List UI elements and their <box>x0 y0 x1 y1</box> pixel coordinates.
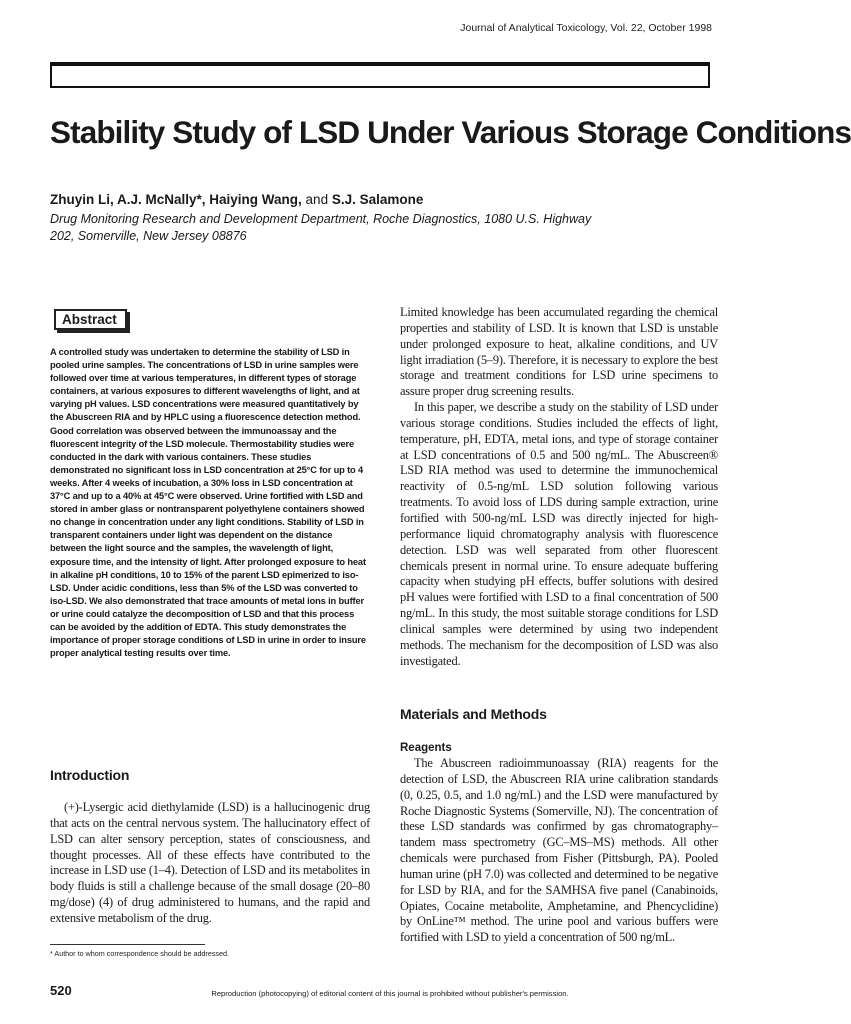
author-name-last: S.J. Salamone <box>331 192 424 207</box>
footnote: * Author to whom correspondence should be addressed. <box>50 949 230 958</box>
running-header: Journal of Analytical Toxicology, Vol. 22, October 1998 <box>460 22 712 34</box>
page-number: 520 <box>50 983 72 998</box>
introduction-body <box>50 800 370 927</box>
introduction-paragraph: (+)-Lysergic acid diethylamide (LSD) is a hallucinogenic drug that acts on the central nervous system. The hallucinatory effect of LSD can alter sensory perception, states of consciousness, and thought processes. All of these effects have contributed to the increase in LSD use (1–4). Detection of LSD and its metabolites in body fluids is still a challenge because of the small dosage (20–80 mg/dose) (4) of drug administered to humans, and the rapid and extensive metabolism of the drug. <box>50 800 370 925</box>
footer-notice: Reproduction (photocopying) of editorial content of this journal is prohibited without publisher's permission. <box>211 989 569 998</box>
author-conjunction: and <box>305 192 329 207</box>
right-paragraph-2: In this paper, we describe a study on the stability of LSD under various storage conditions. Studies included the effects of light, temperature, pH, EDTA, metal ions, and type of storage container at LSD concentrations of 0.5 and 500 ng/mL. The Abuscreen® LSD RIA method was used to determine the immunochemical reactivity of 0.5-ng/mL LSD solution following various treatments. To avoid loss of LDS during sample extraction, urine fortified with 500-ng/mL LSD was directly injected for high-performance liquid chromatography analysis with fluorescence detection. LSD was well separated from other fluorescent chemicals present in normal urine. To ensure adequate buffering capacity when studying pH effects, buffer solutions with desired pH values were fortified with LSD to a final concentration of 500 ng/mL. In this study, the most suitable storage conditions for LSD clinical samples were determined by using two independent methods. The mechanism for the decomposition of LSD was also investigated. <box>400 400 718 668</box>
author-line <box>50 192 423 207</box>
author-names-first: Zhuyin Li, A.J. McNally*, Haiying Wang, <box>50 192 302 207</box>
right-paragraph-1: Limited knowledge has been accumulated regarding the chemical properties and stability of LSD. It is known that LSD is unstable under prolonged exposure to heat, alkaline conditions, and UV light irradiation (5–9). Therefore, it is necessary to explore the best storage and treatment conditions for LSD urine specimens to assure proper drug screening results. <box>400 305 718 399</box>
introduction-heading: Introduction <box>50 767 130 783</box>
right-column-body <box>400 305 718 669</box>
header-rule-box <box>50 62 710 88</box>
abstract-text: A controlled study was undertaken to determine the stability of LSD in pooled urine samples. The concentrations of LSD in urine samples were followed over time at various temperatures, in different types of storage containers, at various exposures to different wavelengths of light, and at varying pH values. LSD concentrations were measured quantitatively by the Abuscreen RIA and by HPLC using a fluorescence detection method. Good correlation was observed between the immunoassay and the fluorescent integrity of the LSD molecule. Thermostability studies were conducted in the dark with various containers. These studies demonstrated no significant loss in LSD concentration at 25°C for up to 4 weeks. After 4 weeks of incubation, a 30% loss in LSD concentration at 37°C and up to a 40% at 45°C were observed. Urine fortified with LSD and stored in amber glass or nontransparent polyethylene containers showed no change in concentration under any light conditions. Stability of LSD in transparent containers under light was dependent on the distance between the light source and the samples, the wavelength of light, exposure time, and the intensity of light. After prolonged exposure to heat in alkaline pH conditions, 10 to 15% of the parent LSD epimerized to iso-LSD. Under acidic conditions, less than 5% of the LSD was converted to iso-LSD. We also demonstrated that trace amounts of metal ions in buffer or urine could catalyze the decomposition of LSD and that this process can be avoided by the addition of EDTA. This study demonstrates the importance of proper storage conditions of LSD in urine in order to insure proper analytical testing results over time. <box>50 347 366 659</box>
reagents-body <box>400 756 718 946</box>
footnote-rule <box>50 944 205 945</box>
reagents-paragraph: The Abuscreen radioimmunoassay (RIA) reagents for the detection of LSD, the Abuscreen RIA urine calibration standards (0, 0.25, 0.5, and 1.0 ng/mL) and the LSD were manufactured by Roche Diagnostic Systems (Somerville, NJ). The concentration of these LSD standards was confirmed by gas chromatography–tandem mass spectrometry (GC–MS–MS) methods. All other chemicals were purchased from Fisher (Pittsburgh, PA). Pooled human urine (pH 7.0) was collected and determined to be negative for LSD by RIA, and for the SAMHSA five panel (Canabinoids, Opiates, Cocaine metabolite, Amphetamine, and Phencyclidine) by OnLine™ method. The urine pool and various buffers were fortified with LSD to yield a concentration of 500 ng/mL. <box>400 756 718 945</box>
article-title: Stability Study of LSD Under Various Storage Conditions <box>50 114 851 150</box>
affiliation: Drug Monitoring Research and Development Department, Roche Diagnostics, 1080 U.S. Highway 202, Somerville, New Jersey 08876 <box>50 212 592 243</box>
reagents-subheading: Reagents <box>400 742 452 754</box>
abstract-label: Abstract <box>54 309 127 330</box>
methods-heading: Materials and Methods <box>400 706 547 722</box>
